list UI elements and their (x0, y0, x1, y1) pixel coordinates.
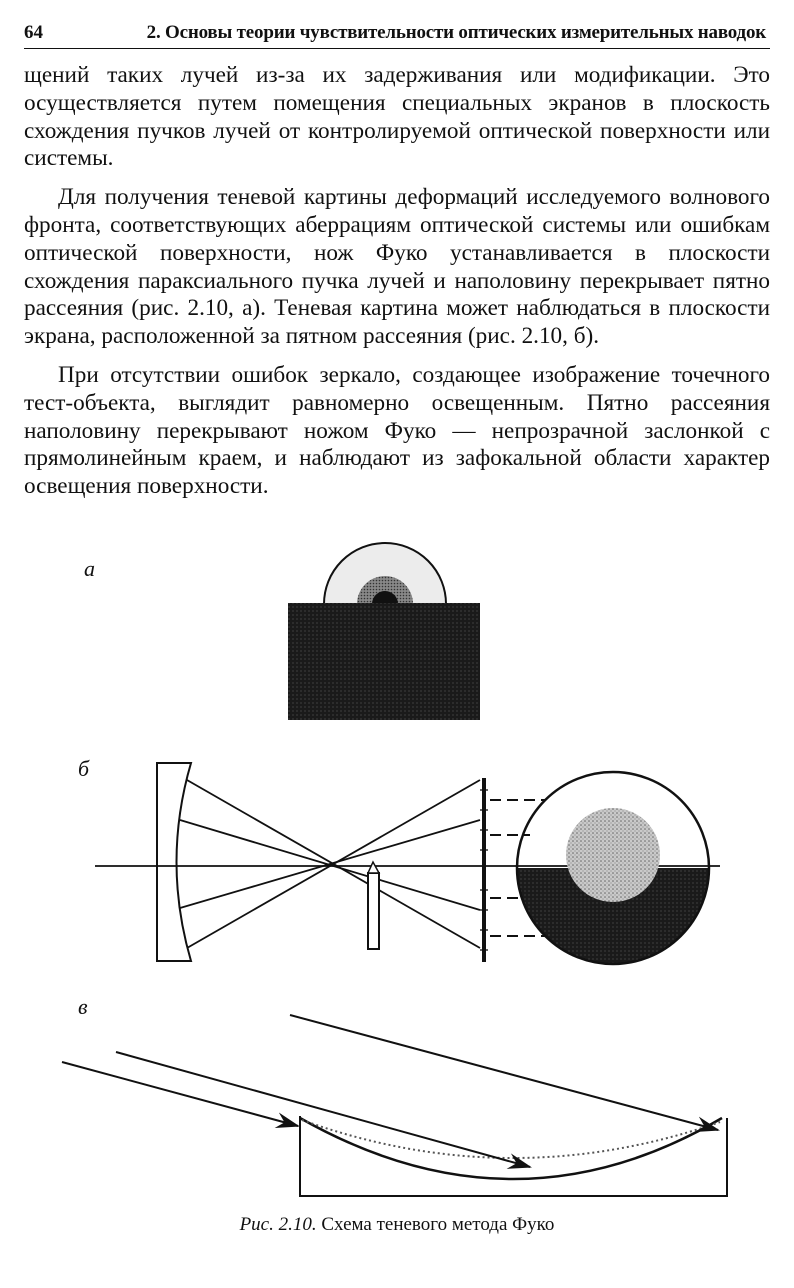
figure-c-mirror-profile (62, 1015, 727, 1196)
figure-b-optical-scheme (95, 763, 720, 964)
page-number: 64 (24, 22, 43, 43)
figure-label-a: а (84, 556, 95, 581)
caption-prefix: Рис. 2.10. (239, 1214, 317, 1235)
caption-text: Схема теневого метода Фуко (316, 1214, 555, 1235)
paragraph-2: Для получения теневой картины деформаций исследуемого волнового фронта, соответствующих аберрациям оптической системы или ошибкам оптической поверхности, нож Фуко устанавливается в плоскости схождения параксиального пучка лучей и наполовину перекрывает пятно рассеяния (рис. 2.10, а). Теневая картина может наблюдаться в плоскости экрана, расположенной за пятном рассеяния (рис. 2.10, б). (24, 184, 770, 350)
paragraph-1: щений таких лучей из-за их задерживания или модификации. Это осуществляется путем помещения специальных экранов в плоскость схождения пучков лучей от контролируемой оптической поверхности или системы. (24, 62, 770, 172)
figure-label-c: в (78, 994, 88, 1019)
figure-label-b: б (78, 756, 90, 781)
chapter-title: 2. Основы теории чувствительности оптических измерительных наводок (146, 22, 766, 43)
figure-a-knife-spot (288, 543, 480, 720)
figure-caption (0, 1214, 794, 1236)
paragraph-3: При отсутствии ошибок зеркало, создающее изображение точечного тест-объекта, выглядит равномерно освещенным. Пятно рассеяния наполовину перекрывают ножом Фуко — непрозрачной заслонкой с прямолинейным краем, и наблюдают из зафокальной области характер освещения поверхности. (24, 361, 770, 500)
